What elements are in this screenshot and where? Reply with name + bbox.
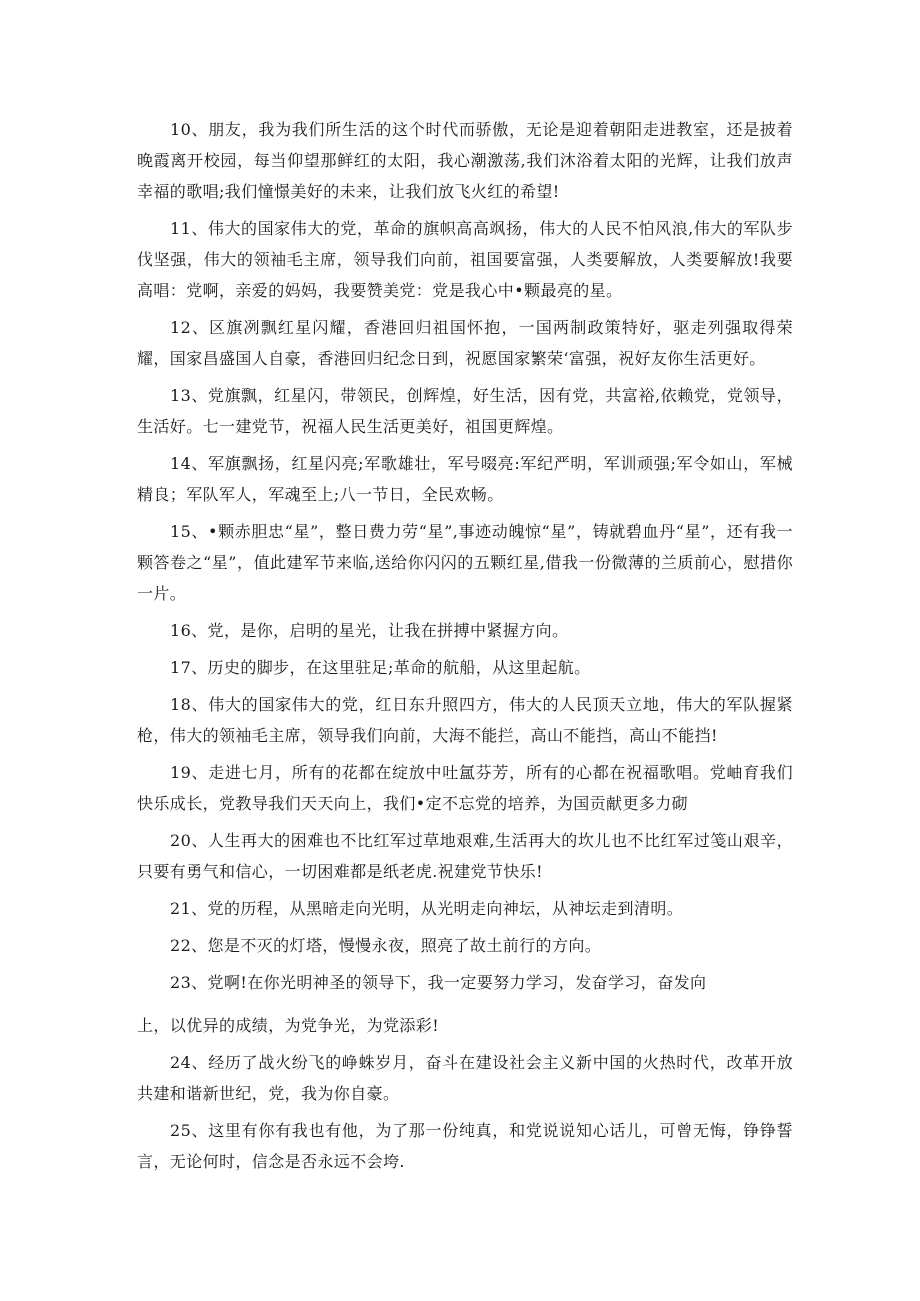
paragraph-10: 10、朋友，我为我们所生活的这个时代而骄傲，无论是迎着朝阳走进教室，还是披着晚霞离开校园，每当仰望那鲜红的太阳，我心潮激荡,我们沐浴着太阳的光辉，让我们放声幸福的歌唱;我们憧憬美好的未来，让我们放飞火红的希望! bbox=[137, 120, 793, 201]
paragraph-24: 24、经历了战火纷飞的峥蛛岁月，奋斗在建设社会主义新中国的火热时代，改革开放共建和谐新世纪，党，我为你自豪。 bbox=[137, 1053, 793, 1103]
paragraph-19: 19、走进七月，所有的花都在绽放中吐氲芬芳，所有的心都在祝福歌唱。党岫育我们快乐成长，党教导我们天天向上，我们•定不忘党的培养，为国贡献更多力砌 bbox=[137, 763, 793, 813]
paragraph-22: 22、您是不灭的灯塔，慢慢永夜，照亮了故土前行的方向。 bbox=[170, 936, 602, 955]
paragraph-11: 11、伟大的国家伟大的党，革命的旗帜高高飒扬，伟大的人民不怕风浪,伟大的军队步伐坚强，伟大的领袖毛主席，领导我们向前，祖国要富强，人类要解放，人类要解放!我要高唱：党啊，亲爱的妈妈，我要赞美党：党是我心中•颗最亮的星。 bbox=[137, 219, 793, 300]
paragraph-25: 25、这里有你有我也有他，为了那一份纯真，和党说说知心话儿，可曾无悔，铮铮誓言，无论何时，信念是否永远不会垮. bbox=[137, 1121, 793, 1171]
paragraph-16: 16、党，是你，启明的星光，让我在拼搏中紧握方向。 bbox=[170, 621, 569, 640]
paragraph-23-line-2: 上，以优异的成绩，为党争光，为党添彩! bbox=[137, 1016, 440, 1035]
paragraph-18: 18、伟大的国家伟大的党，红日东升照四方，伟大的人民顶天立地，伟大的军队握紧枪，伟大的领袖毛主席，领导我们向前，大海不能拦，高山不能挡，高山不能挡! bbox=[137, 695, 793, 745]
paragraph-17: 17、历史的脚步，在这里驻足;革命的航船，从这里起航。 bbox=[170, 658, 591, 677]
paragraph-21: 21、党的历程，从黑暗走向光明，从光明走向神坛，从神坛走到清明。 bbox=[170, 899, 684, 918]
paragraph-12: 12、区旗冽飘红星闪耀，香港回归祖国怀抱，一国两制政策特好，驱走列强取得荣耀，国家昌盛国人自豪，香港回归纪念日到，祝愿国家繁荣‘富强，祝好友你生活更好。 bbox=[137, 318, 793, 368]
paragraph-23-line-1: 23、党啊!在你光明神圣的领导下，我一定要努力学习，发奋学习，奋发向 bbox=[170, 973, 707, 992]
paragraph-23 bbox=[137, 967, 793, 1041]
paragraph-13: 13、党旗飘，红星闪，带领民，创辉煌，好生活，因有党，共富裕,依赖党，党领导，生活好。七一建党节，祝福人民生活更美好，祖国更辉煌。 bbox=[137, 386, 793, 436]
document-body bbox=[137, 114, 793, 1183]
paragraph-15: 15、•颗赤胆忠“星”，整日费力劳“星”,事迹动魄惊“星”，铸就碧血丹“星”，还有我一颗答卷之“星”，值此建军节来临,送给你闪闪的五颗红星,借我一份微薄的兰质前心，慰措你一片。 bbox=[137, 522, 793, 603]
paragraph-14: 14、军旗飘扬，红星闪亮;军歌雄壮，军号啜亮:军纪严明，军训顽强;军令如山，军械精良；军队军人，军魂至上;八一节日，全民欢畅。 bbox=[137, 454, 793, 504]
paragraph-20: 20、人生再大的困难也不比红军过草地艰难,生活再大的坎儿也不比红军过笺山艰辛，只要有勇气和信心，一切困难都是纸老虎.祝建党节快乐! bbox=[137, 831, 793, 881]
